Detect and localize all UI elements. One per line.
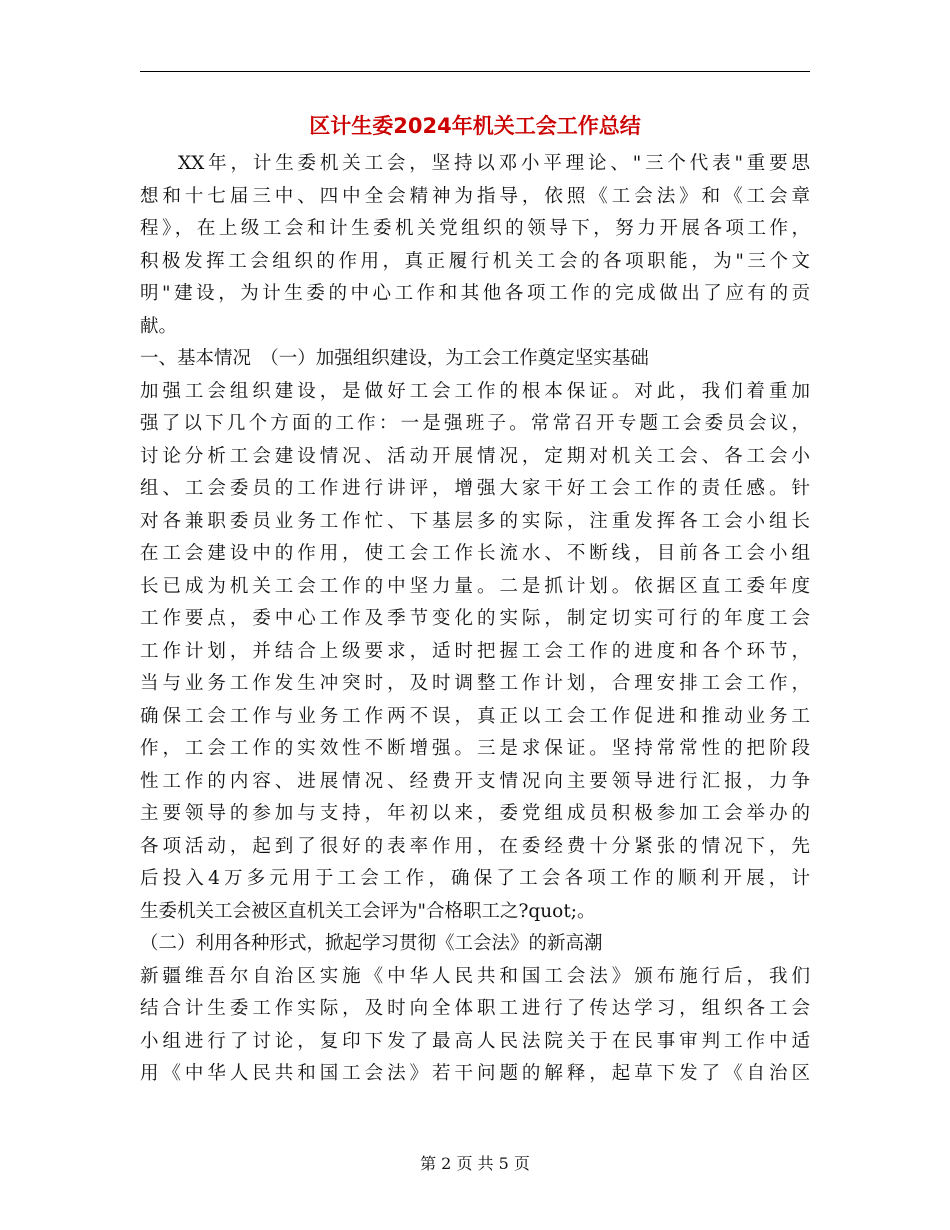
- document-body: [140, 148, 810, 1091]
- body-line: 献。: [140, 315, 178, 337]
- body-line: 程》，在上级工会和计生委机关党组织的领导下，努力开展各项工作，: [140, 218, 810, 239]
- body-line: 后投入4万多元用于工会工作，确保了工会各项工作的顺利开展，计: [140, 868, 810, 889]
- body-line: 工作要点，委中心工作及季节变化的实际，制定切实可行的年度工会: [140, 608, 810, 629]
- body-line: 性工作的内容、进展情况、经费开支情况向主要领导进行汇报，力争: [140, 770, 810, 792]
- document-title: 区计生委2024年机关工会工作总结: [309, 114, 641, 138]
- body-line: 强了以下几个方面的工作：一是强班子。常常召开专题工会委员会议，: [140, 413, 810, 434]
- section-heading: （二）利用各种形式，掀起学习贯彻《工会法》的新高潮: [140, 933, 603, 954]
- body-line: XX年，计生委机关工会，坚持以邓小平理论、"三个代表"重要思: [178, 153, 810, 174]
- body-line: 工作计划，并结合上级要求，适时把握工会工作的进度和各个环节，: [140, 640, 810, 662]
- body-line: 用《中华人民共和国工会法》若干问题的解释，起草下发了《自治区: [140, 1063, 810, 1084]
- body-line: 在工会建设中的作用，使工会工作长流水、不断线，目前各工会小组: [140, 543, 810, 564]
- body-line: 各项活动，起到了很好的表率作用，在委经费十分紧张的情况下，先: [140, 835, 810, 857]
- page-footer: 第 2 页 共 5 页: [420, 1154, 530, 1173]
- body-line: 结合计生委工作实际，及时向全体职工进行了传达学习，组织各工会: [140, 998, 810, 1019]
- body-line: 长已成为机关工会工作的中坚力量。二是抓计划。依据区直工委年度: [140, 575, 810, 597]
- body-line: 主要领导的参加与支持，年初以来，委党组成员积极参加工会举办的: [140, 803, 810, 824]
- body-line: 确保工会工作与业务工作两不误，真正以工会工作促进和推动业务工: [140, 705, 810, 727]
- body-line: 组、工会委员的工作进行讲评，增强大家干好工会工作的责任感。针: [140, 478, 810, 499]
- body-line: 作，工会工作的实效性不断增强。三是求保证。坚持常常性的把阶段: [140, 738, 810, 759]
- header-rule: [140, 71, 810, 72]
- body-line: 小组进行了讨论，复印下发了最高人民法院关于在民事审判工作中适: [140, 1030, 810, 1052]
- body-line: 积极发挥工会组织的作用，真正履行机关工会的各项职能，为"三个文: [140, 250, 810, 272]
- body-line: 想和十七届三中、四中全会精神为指导，依照《工会法》和《工会章: [140, 185, 810, 207]
- body-line: 讨论分析工会建设情况、活动开展情况，定期对机关工会、各工会小: [140, 445, 810, 467]
- body-line: 生委机关工会被区直机关工会评为"合格职工之?quot;。: [140, 900, 596, 922]
- body-line: 明"建设，为计生委的中心工作和其他各项工作的完成做出了应有的贡: [140, 283, 810, 304]
- body-line: 加强工会组织建设，是做好工会工作的根本保证。对此，我们着重加: [140, 380, 810, 402]
- body-line: 新疆维吾尔自治区实施《中华人民共和国工会法》颁布施行后，我们: [140, 965, 810, 987]
- body-line: 对各兼职委员业务工作忙、下基层多的实际，注重发挥各工会小组长: [140, 510, 810, 532]
- body-line: 当与业务工作发生冲突时，及时调整工作计划，合理安排工会工作，: [140, 673, 810, 694]
- section-heading: 一、基本情况 （一）加强组织建设，为工会工作奠定坚实基础: [140, 348, 649, 369]
